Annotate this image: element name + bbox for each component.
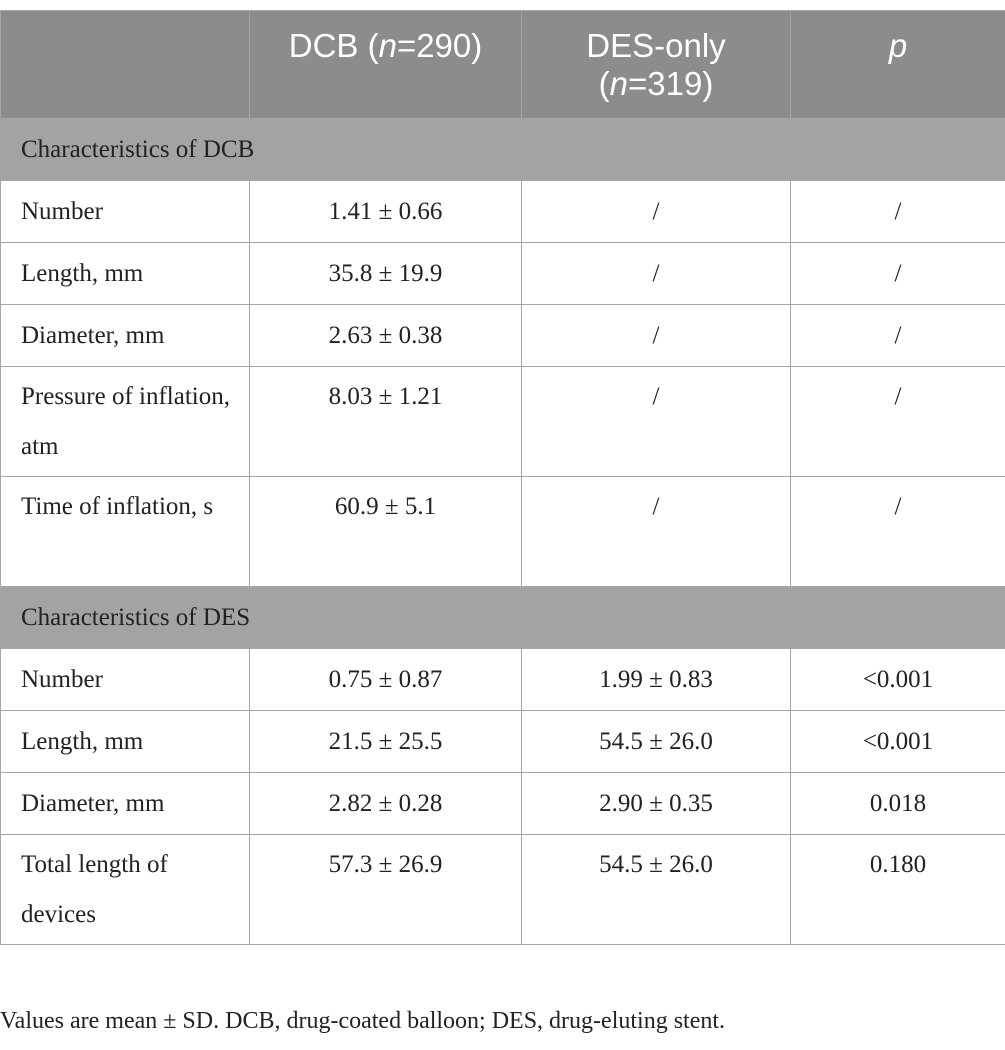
cell-p: / bbox=[791, 477, 1005, 587]
cell-dcb: 1.41 ± 0.66 bbox=[250, 181, 522, 243]
cell-dcb: 57.3 ± 26.9 bbox=[250, 835, 522, 945]
table-row bbox=[1, 367, 1005, 477]
cell-des: / bbox=[522, 305, 791, 367]
device-characteristics-table bbox=[0, 10, 1005, 945]
row-label: Diameter, mm bbox=[1, 305, 250, 367]
cell-dcb: 60.9 ± 5.1 bbox=[250, 477, 522, 587]
row-label: Pressure of inflation, atm bbox=[1, 367, 250, 477]
table-row bbox=[1, 649, 1005, 711]
header-dcb: DCB (n=290) bbox=[250, 11, 522, 119]
cell-des: / bbox=[522, 181, 791, 243]
header-des-only: DES-only (n=319) bbox=[522, 11, 791, 119]
section-des-header bbox=[1, 587, 1005, 649]
cell-des: / bbox=[522, 243, 791, 305]
cell-p: / bbox=[791, 305, 1005, 367]
cell-dcb: 2.63 ± 0.38 bbox=[250, 305, 522, 367]
row-label: Length, mm bbox=[1, 243, 250, 305]
cell-p: / bbox=[791, 181, 1005, 243]
table-row bbox=[1, 243, 1005, 305]
table-row bbox=[1, 773, 1005, 835]
cell-dcb: 0.75 ± 0.87 bbox=[250, 649, 522, 711]
cell-p: / bbox=[791, 367, 1005, 477]
cell-dcb: 8.03 ± 1.21 bbox=[250, 367, 522, 477]
cell-des: / bbox=[522, 367, 791, 477]
header-empty bbox=[1, 11, 250, 119]
table-row bbox=[1, 711, 1005, 773]
section-dcb-header bbox=[1, 119, 1005, 181]
table-footnote: Values are mean ± SD. DCB, drug-coated balloon; DES, drug-eluting stent. bbox=[0, 1008, 726, 1034]
header-row bbox=[1, 11, 1005, 119]
row-label: Total length of devices bbox=[1, 835, 250, 945]
table-row bbox=[1, 305, 1005, 367]
cell-des: 54.5 ± 26.0 bbox=[522, 835, 791, 945]
row-label: Number bbox=[1, 181, 250, 243]
cell-p: 0.018 bbox=[791, 773, 1005, 835]
cell-des: 1.99 ± 0.83 bbox=[522, 649, 791, 711]
cell-dcb: 2.82 ± 0.28 bbox=[250, 773, 522, 835]
section-title: Characteristics of DES bbox=[1, 587, 1005, 649]
cell-p: <0.001 bbox=[791, 711, 1005, 773]
cell-p: 0.180 bbox=[791, 835, 1005, 945]
cell-des: / bbox=[522, 477, 791, 587]
cell-des: 54.5 ± 26.0 bbox=[522, 711, 791, 773]
cell-p: <0.001 bbox=[791, 649, 1005, 711]
row-label: Length, mm bbox=[1, 711, 250, 773]
row-label: Number bbox=[1, 649, 250, 711]
row-label: Time of inflation, s bbox=[1, 477, 250, 587]
cell-dcb: 21.5 ± 25.5 bbox=[250, 711, 522, 773]
table-row bbox=[1, 835, 1005, 945]
table-row bbox=[1, 181, 1005, 243]
cell-p: / bbox=[791, 243, 1005, 305]
header-p: p bbox=[791, 11, 1005, 119]
row-label: Diameter, mm bbox=[1, 773, 250, 835]
cell-dcb: 35.8 ± 19.9 bbox=[250, 243, 522, 305]
cell-des: 2.90 ± 0.35 bbox=[522, 773, 791, 835]
section-title: Characteristics of DCB bbox=[1, 119, 1005, 181]
table-row bbox=[1, 477, 1005, 587]
